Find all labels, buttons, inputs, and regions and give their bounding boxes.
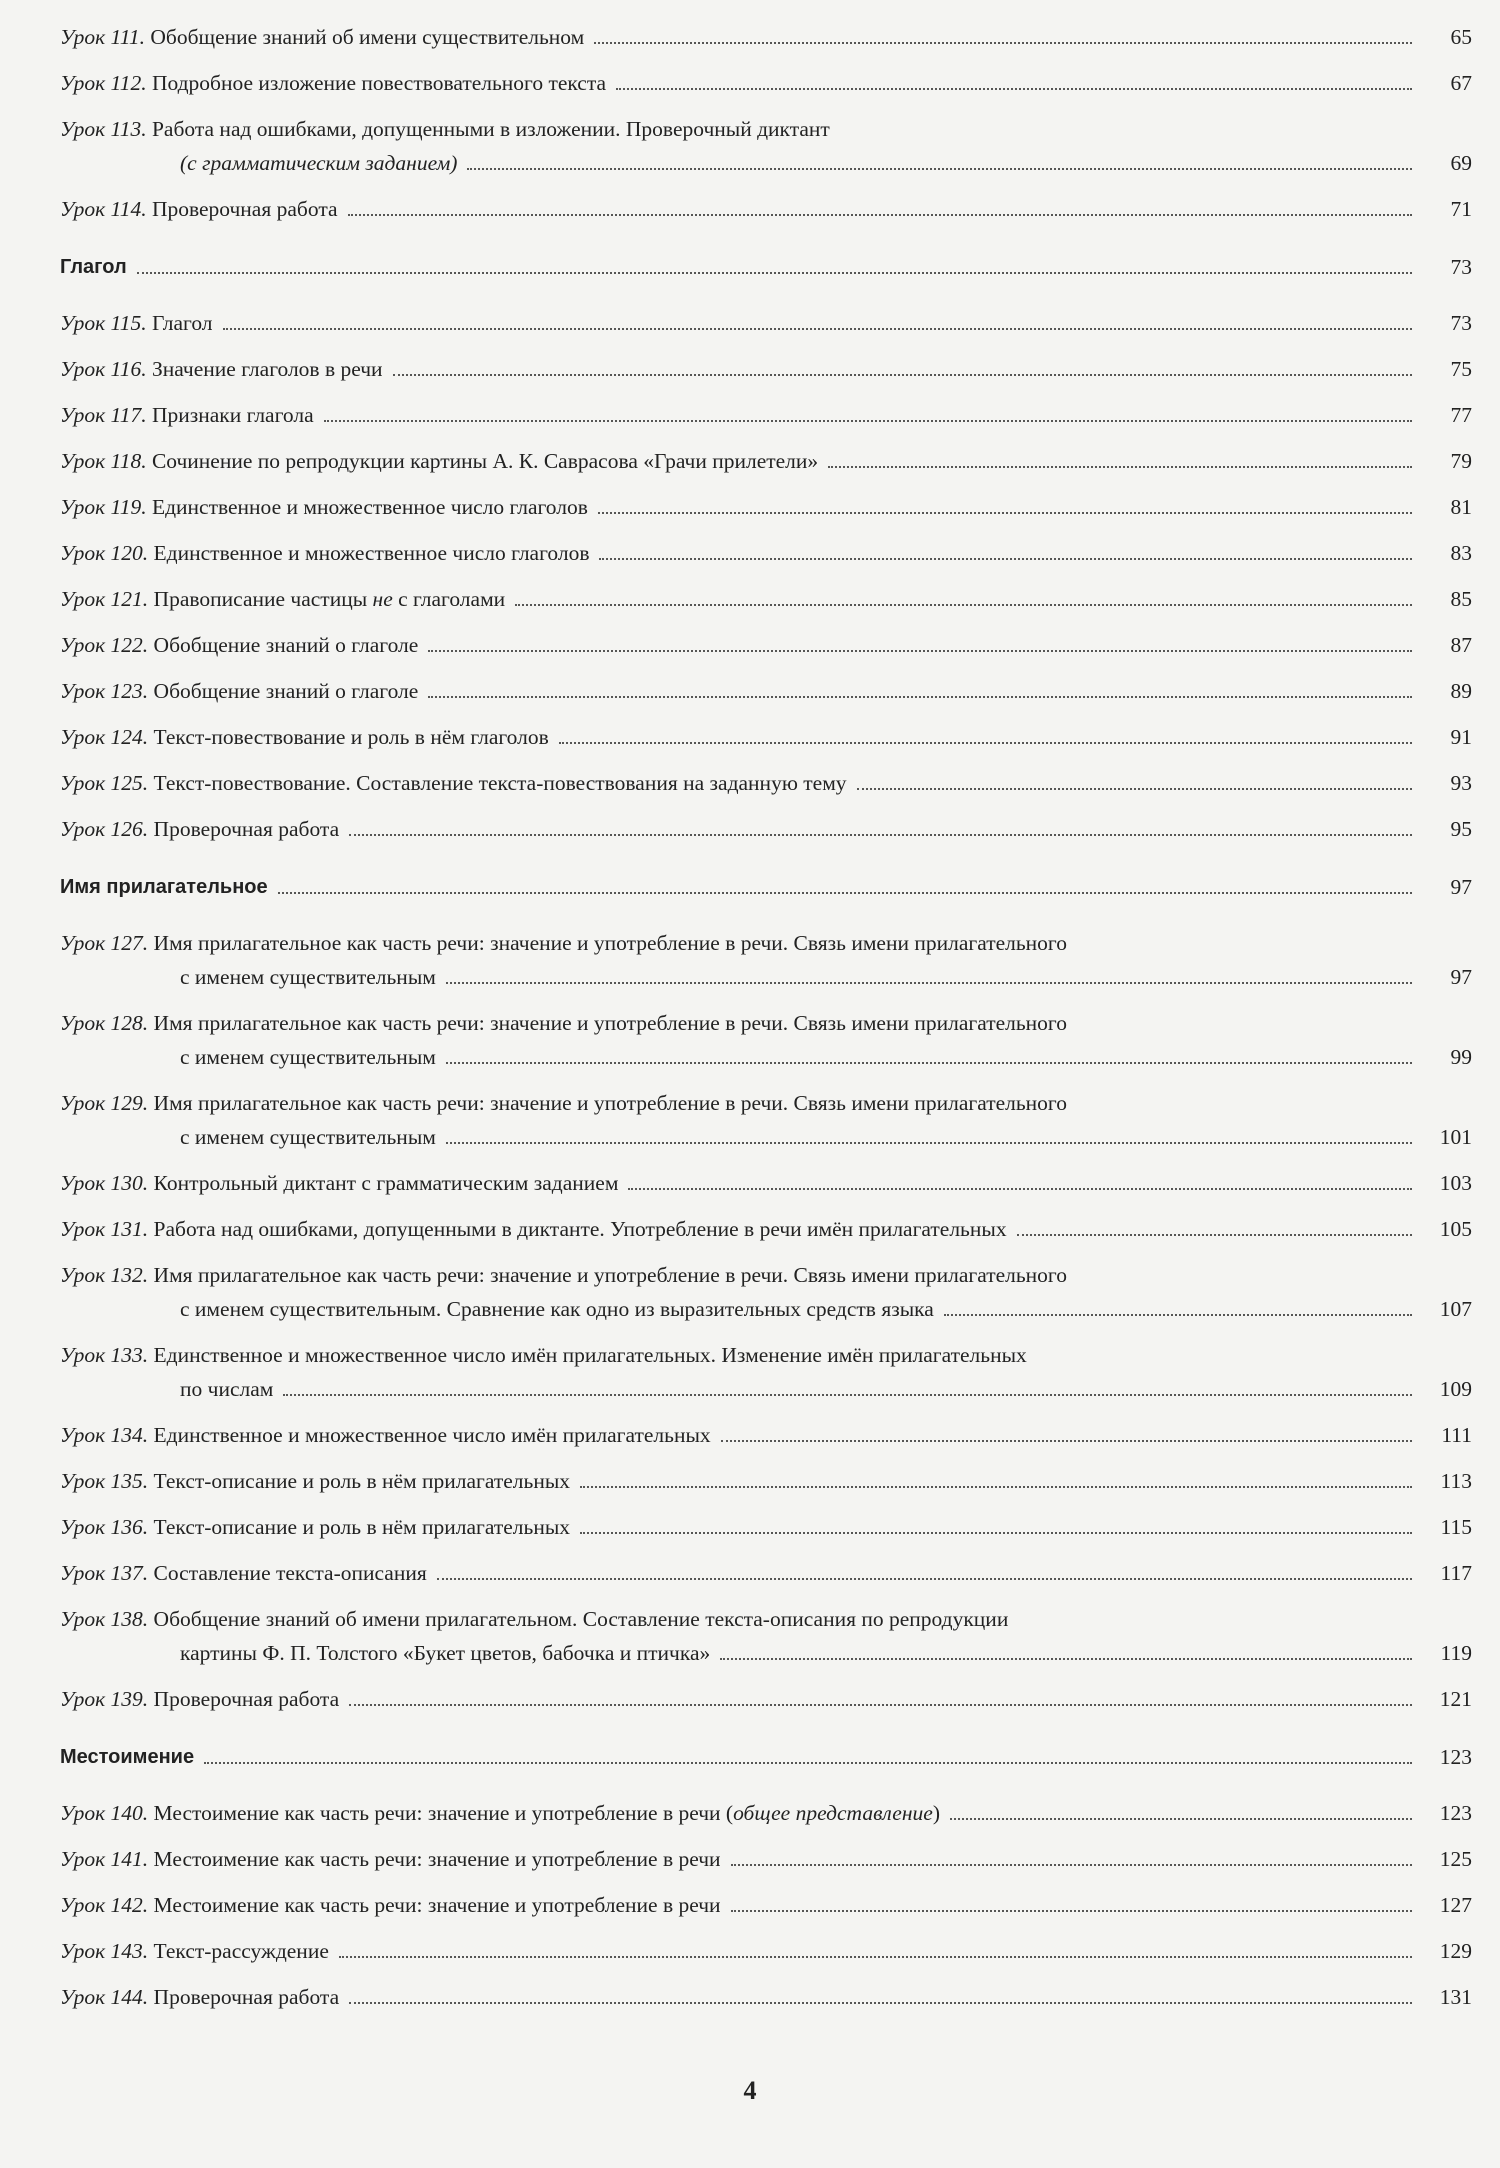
entry-line [60, 1888, 1472, 1922]
entry-text [60, 1934, 329, 1968]
toc-entry [60, 398, 1472, 432]
toc-entry [60, 536, 1472, 570]
dot-leader [828, 466, 1412, 468]
page-number-ref: 129 [1439, 1939, 1472, 1963]
entry-line [60, 1040, 1472, 1074]
entry-line [60, 112, 1472, 146]
lesson-label: Урок 111. [60, 25, 145, 49]
toc-section [60, 870, 1472, 904]
entry-title: Глагол [151, 311, 213, 335]
entry-line [60, 960, 1472, 994]
entry-line [60, 582, 1472, 616]
page-number-ref: 123 [1439, 1745, 1472, 1769]
lesson-label: Урок 125. [60, 771, 149, 795]
dot-leader [446, 1062, 1412, 1064]
entry-text [60, 1888, 721, 1922]
entry-line [60, 1372, 1472, 1406]
toc-entry [60, 352, 1472, 386]
page-number-ref: 131 [1439, 1985, 1472, 2009]
dot-leader [348, 214, 1412, 216]
entry-title-continued: картины Ф. П. Толстого «Букет цветов, бабочка и птичка» [180, 1641, 711, 1665]
entry-line [60, 1636, 1472, 1670]
lesson-label: Урок 140. [60, 1801, 149, 1825]
toc-entry [60, 1682, 1472, 1716]
toc-entry [60, 1556, 1472, 1590]
dot-leader [393, 374, 1412, 376]
page-number-ref: 73 [1450, 311, 1472, 335]
entry-text [60, 1842, 721, 1876]
dot-leader [598, 512, 1412, 514]
toc-entry [60, 490, 1472, 524]
page-number-ref: 79 [1450, 449, 1472, 473]
lesson-label: Урок 127. [60, 931, 149, 955]
entry-text [60, 674, 418, 708]
entry-line [60, 870, 1472, 904]
dot-leader [349, 1704, 1412, 1706]
page-number-ref: 101 [1439, 1125, 1472, 1149]
entry-title: Обобщение знаний о глаголе [153, 633, 419, 657]
dot-leader [349, 2002, 1412, 2004]
toc-entry [60, 1006, 1472, 1074]
page-number-ref: 93 [1450, 771, 1472, 795]
page-number-ref: 119 [1440, 1641, 1472, 1665]
entry-line [60, 1418, 1472, 1452]
page-number-ref: 107 [1439, 1297, 1472, 1321]
entry-title: Местоимение [60, 1746, 195, 1768]
entry-text [60, 1258, 1067, 1292]
entry-text [60, 1510, 570, 1544]
lesson-label: Урок 117. [60, 403, 147, 427]
entry-text [60, 352, 383, 386]
entry-title: Имя прилагательное как часть речи: значение и употребление в речи. Связь имени прилагательного [153, 1091, 1067, 1115]
page-number-ref: 115 [1440, 1515, 1472, 1539]
toc-entry [60, 1258, 1472, 1326]
entry-text [60, 1006, 1067, 1040]
entry-text [60, 1166, 618, 1200]
dot-leader [428, 650, 1412, 652]
entry-text [60, 306, 213, 340]
entry-title-continued: с именем существительным [180, 1045, 436, 1069]
entry-text [60, 582, 505, 616]
entry-line [60, 1796, 1472, 1830]
entry-title-part: ) [932, 1801, 940, 1825]
lesson-label: Урок 137. [60, 1561, 149, 1585]
entry-title: Единственное и множественное число имён прилагательных [153, 1423, 711, 1447]
page-number-ref: 125 [1439, 1847, 1472, 1871]
entry-title: Имя прилагательное как часть речи: значение и употребление в речи. Связь имени прилагательного [153, 931, 1067, 955]
table-of-contents [60, 20, 1472, 2014]
entry-line [60, 250, 1472, 284]
lesson-label: Урок 115. [60, 311, 147, 335]
entry-title: Проверочная работа [153, 817, 340, 841]
entry-line [60, 674, 1472, 708]
toc-entry [60, 582, 1472, 616]
entry-line [60, 306, 1472, 340]
entry-text [60, 1740, 194, 1774]
entry-title: Обобщение знаний об имени существительном [150, 25, 585, 49]
entry-line [60, 1292, 1472, 1326]
dot-leader [278, 892, 1412, 894]
entry-title-italic: не [372, 587, 393, 611]
toc-entry [60, 1464, 1472, 1498]
entry-line [60, 926, 1472, 960]
entry-text [60, 720, 549, 754]
entry-title: Контрольный диктант с грамматическим заданием [153, 1171, 619, 1195]
dot-leader [137, 272, 1412, 274]
entry-line [60, 628, 1472, 662]
toc-entry [60, 674, 1472, 708]
page-number-ref: 67 [1450, 71, 1472, 95]
dot-leader [594, 42, 1412, 44]
entry-title: Местоимение как часть речи: значение и употребление в речи [153, 1847, 721, 1871]
entry-title: Текст-описание и роль в нём прилагательных [153, 1515, 571, 1539]
entry-title-part: Местоимение как часть речи: значение и употребление в речи ( [153, 1801, 734, 1825]
lesson-label: Урок 136. [60, 1515, 149, 1539]
entry-title-continued: по числам [180, 1377, 274, 1401]
dot-leader [339, 1956, 1412, 1958]
page-number: 4 [743, 2076, 757, 2105]
entry-text [60, 628, 418, 662]
entry-title: Составление текста-описания [153, 1561, 427, 1585]
dot-leader [283, 1394, 1412, 1396]
entry-line [60, 1212, 1472, 1246]
entry-text [60, 870, 268, 904]
page-number-ref: 97 [1450, 965, 1472, 989]
toc-entry [60, 1602, 1472, 1670]
lesson-label: Урок 114. [60, 197, 147, 221]
lesson-label: Урок 138. [60, 1607, 149, 1631]
toc-entry [60, 20, 1472, 54]
toc-entry [60, 720, 1472, 754]
page-number-ref: 81 [1450, 495, 1472, 519]
dot-leader [721, 1440, 1412, 1442]
entry-line [60, 766, 1472, 800]
toc-entry [60, 1212, 1472, 1246]
page-number-ref: 89 [1450, 679, 1472, 703]
entry-line [60, 1934, 1472, 1968]
entry-text [60, 20, 584, 54]
toc-entry [60, 1842, 1472, 1876]
entry-title: Имя прилагательное как часть речи: значение и употребление в речи. Связь имени прилагательного [153, 1011, 1067, 1035]
page-number-ref: 91 [1450, 725, 1472, 749]
dot-leader [599, 558, 1412, 560]
entry-text [60, 536, 589, 570]
entry-title: Текст-описание и роль в нём прилагательных [153, 1469, 571, 1493]
lesson-label: Урок 132. [60, 1263, 149, 1287]
toc-entry [60, 1934, 1472, 1968]
lesson-label: Урок 116. [60, 357, 147, 381]
entry-line [60, 1740, 1472, 1774]
entry-title-part: Правописание частицы [153, 587, 373, 611]
entry-text [60, 1602, 1008, 1636]
dot-leader [944, 1314, 1412, 1316]
entry-title: Значение глаголов в речи [151, 357, 383, 381]
entry-title: Проверочная работа [153, 1687, 340, 1711]
dot-leader [628, 1188, 1412, 1190]
page-number-ref: 113 [1440, 1469, 1472, 1493]
dot-leader [720, 1658, 1412, 1660]
entry-text [60, 1086, 1067, 1120]
page-number-ref: 123 [1439, 1801, 1472, 1825]
toc-entry [60, 1086, 1472, 1154]
entry-title: Имя прилагательное как часть речи: значение и употребление в речи. Связь имени прилагательного [153, 1263, 1067, 1287]
entry-text [60, 1418, 711, 1452]
entry-line [60, 1510, 1472, 1544]
entry-line [60, 20, 1472, 54]
entry-title: Сочинение по репродукции картины А. К. Саврасова «Грачи прилетели» [151, 449, 819, 473]
entry-line [60, 66, 1472, 100]
lesson-label: Урок 118. [60, 449, 147, 473]
dot-leader [324, 420, 1412, 422]
entry-line [60, 444, 1472, 478]
entry-line [60, 146, 1472, 180]
page-number-ref: 105 [1439, 1217, 1472, 1241]
page-number-ref: 103 [1439, 1171, 1472, 1195]
dot-leader [349, 834, 1412, 836]
page-number-ref: 127 [1439, 1893, 1472, 1917]
dot-leader [437, 1578, 1412, 1580]
lesson-label: Урок 121. [60, 587, 149, 611]
dot-leader [1017, 1234, 1412, 1236]
toc-entry [60, 1166, 1472, 1200]
toc-entry [60, 444, 1472, 478]
page-number-ref: 83 [1450, 541, 1472, 565]
entry-text [60, 66, 606, 100]
toc-entry [60, 192, 1472, 226]
toc-entry [60, 926, 1472, 994]
page-number-ref: 65 [1450, 25, 1472, 49]
toc-entry [60, 1338, 1472, 1406]
entry-line [60, 1006, 1472, 1040]
lesson-label: Урок 139. [60, 1687, 149, 1711]
entry-text [60, 926, 1067, 960]
entry-text [60, 112, 830, 146]
dot-leader [616, 88, 1412, 90]
lesson-label: Урок 134. [60, 1423, 149, 1447]
dot-leader [515, 604, 1412, 606]
page-number-ref: 71 [1450, 197, 1472, 221]
dot-leader [223, 328, 1412, 330]
entry-title: Имя прилагательное [60, 876, 268, 898]
lesson-label: Урок 112. [60, 71, 147, 95]
toc-entry [60, 766, 1472, 800]
toc-entry [60, 1510, 1472, 1544]
entry-line [60, 1556, 1472, 1590]
toc-entry [60, 66, 1472, 100]
lesson-label: Урок 133. [60, 1343, 149, 1367]
entry-text [60, 812, 339, 846]
entry-title-continued: с именем существительным. Сравнение как одно из выразительных средств языка [180, 1297, 934, 1321]
page-number-ref: 97 [1450, 875, 1472, 899]
page-number-ref: 85 [1450, 587, 1472, 611]
lesson-label: Урок 131. [60, 1217, 149, 1241]
entry-title: Обобщение знаний о глаголе [153, 679, 419, 703]
entry-title: Глагол [60, 256, 127, 278]
lesson-label: Урок 144. [60, 1985, 149, 2009]
entry-title: Проверочная работа [153, 1985, 340, 2009]
entry-text [60, 192, 338, 226]
page-number-ref: 109 [1439, 1377, 1472, 1401]
entry-title: Работа над ошибками, допущенными в изложении. Проверочный диктант [151, 117, 830, 141]
dot-leader [428, 696, 1412, 698]
entry-line [60, 1682, 1472, 1716]
page-number-ref: 75 [1450, 357, 1472, 381]
entry-title-italic: общее представление [733, 1801, 933, 1825]
lesson-label: Урок 130. [60, 1171, 149, 1195]
lesson-label: Урок 142. [60, 1893, 149, 1917]
entry-title: Проверочная работа [151, 197, 338, 221]
entry-title-continued: с именем существительным [180, 1125, 436, 1149]
entry-line [60, 720, 1472, 754]
entry-title: Единственное и множественное число имён прилагательных. Изменение имён прилагательных [153, 1343, 1027, 1367]
lesson-label: Урок 123. [60, 679, 149, 703]
page-number-ref: 121 [1439, 1687, 1472, 1711]
entry-line [60, 490, 1472, 524]
entry-line [60, 192, 1472, 226]
entry-text [60, 250, 127, 284]
lesson-label: Урок 126. [60, 817, 149, 841]
toc-section [60, 250, 1472, 284]
dot-leader [467, 168, 1412, 170]
entry-line [60, 1602, 1472, 1636]
page-number-ref: 95 [1450, 817, 1472, 841]
entry-text [60, 1338, 1027, 1372]
entry-text [60, 1980, 339, 2014]
entry-line [60, 812, 1472, 846]
entry-line [60, 536, 1472, 570]
entry-text [60, 398, 314, 432]
page-number-ref: 87 [1450, 633, 1472, 657]
dot-leader [731, 1864, 1412, 1866]
entry-title: Текст-рассуждение [153, 1939, 329, 1963]
dot-leader [446, 982, 1412, 984]
page-number-ref: 99 [1450, 1045, 1472, 1069]
toc-entry [60, 1888, 1472, 1922]
entry-title: Текст-повествование и роль в нём глаголов [153, 725, 549, 749]
entry-text [60, 1212, 1007, 1246]
entry-title: Работа над ошибками, допущенными в диктанте. Употребление в речи имён прилагательных [153, 1217, 1007, 1241]
entry-title-part: с глаголами [392, 587, 506, 611]
dot-leader [580, 1486, 1412, 1488]
entry-text [60, 1796, 940, 1830]
page-number-ref: 117 [1440, 1561, 1472, 1585]
lesson-label: Урок 143. [60, 1939, 149, 1963]
entry-line [60, 1980, 1472, 2014]
dot-leader [731, 1910, 1412, 1912]
dot-leader [580, 1532, 1412, 1534]
dot-leader [559, 742, 1412, 744]
page-number-ref: 69 [1450, 151, 1472, 175]
dot-leader [204, 1762, 1412, 1764]
entry-line [60, 1166, 1472, 1200]
entry-text [60, 490, 588, 524]
dot-leader [950, 1818, 1412, 1820]
entry-line [60, 1338, 1472, 1372]
toc-entry [60, 812, 1472, 846]
entry-text [60, 1464, 570, 1498]
lesson-label: Урок 141. [60, 1847, 149, 1871]
toc-entry [60, 628, 1472, 662]
lesson-label: Урок 128. [60, 1011, 149, 1035]
lesson-label: Урок 129. [60, 1091, 149, 1115]
toc-entry [60, 1796, 1472, 1830]
entry-title: Единственное и множественное число глаголов [151, 495, 588, 519]
entry-title: Признаки глагола [151, 403, 314, 427]
entry-line [60, 1086, 1472, 1120]
entry-line [60, 1464, 1472, 1498]
entry-title: Единственное и множественное число глаголов [153, 541, 590, 565]
entry-title: Подробное изложение повествовательного текста [151, 71, 607, 95]
dot-leader [446, 1142, 1412, 1144]
lesson-label: Урок 119. [60, 495, 147, 519]
entry-title-continued: с именем существительным [180, 965, 436, 989]
toc-section [60, 1740, 1472, 1774]
page-number-ref: 111 [1441, 1423, 1472, 1447]
entry-title: Текст-повествование. Составление текста-повествования на заданную тему [153, 771, 847, 795]
toc-entry [60, 112, 1472, 180]
lesson-label: Урок 122. [60, 633, 149, 657]
page-number-ref: 73 [1450, 255, 1472, 279]
entry-text [60, 1556, 427, 1590]
entry-text [60, 444, 818, 478]
entry-text [60, 766, 847, 800]
lesson-label: Урок 124. [60, 725, 149, 749]
toc-entry [60, 1980, 1472, 2014]
page-number-ref: 77 [1450, 403, 1472, 427]
entry-line [60, 1120, 1472, 1154]
entry-text [60, 1682, 339, 1716]
entry-line [60, 398, 1472, 432]
toc-entry [60, 1418, 1472, 1452]
entry-title: Обобщение знаний об имени прилагательном. Составление текста-описания по репродукции [153, 1607, 1009, 1631]
dot-leader [857, 788, 1412, 790]
entry-line [60, 352, 1472, 386]
entry-line [60, 1842, 1472, 1876]
lesson-label: Урок 120. [60, 541, 149, 565]
entry-title-continued: (с грамматическим заданием) [180, 151, 458, 175]
lesson-label: Урок 135. [60, 1469, 149, 1493]
entry-line [60, 1258, 1472, 1292]
toc-entry [60, 306, 1472, 340]
lesson-label: Урок 113. [60, 117, 147, 141]
entry-title: Местоимение как часть речи: значение и употребление в речи [153, 1893, 721, 1917]
